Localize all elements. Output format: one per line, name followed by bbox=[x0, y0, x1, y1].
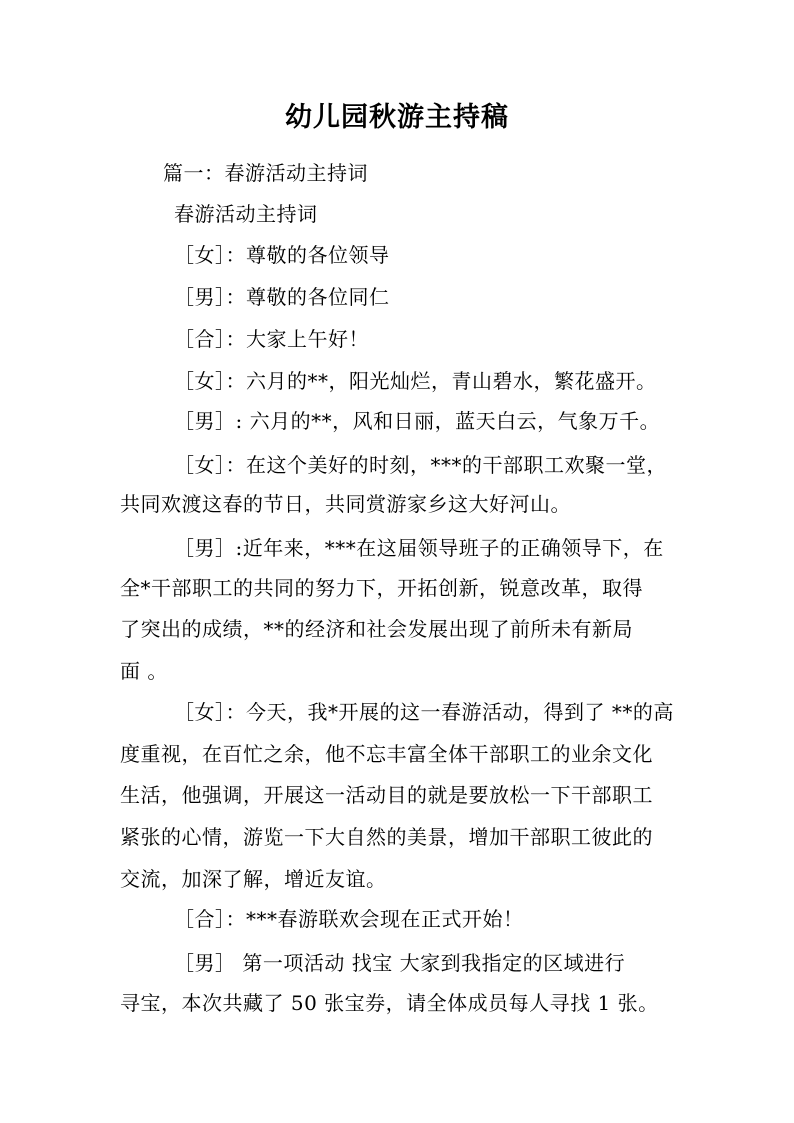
text-line: 全*干部职工的共同的努力下，开拓创新，锐意改革，取得 bbox=[120, 576, 643, 600]
text-line: 面 。 bbox=[120, 659, 168, 683]
document-title: 幼儿园秋游主持稿 bbox=[285, 102, 509, 133]
text-line: 紧张的心情，游览一下大自然的美景，增加干部职工彼此的 bbox=[120, 825, 653, 849]
text-line: 春游活动主持词 bbox=[174, 202, 318, 226]
text-line: 了突出的成绩，**的经济和社会发展出现了前所未有新局 bbox=[120, 617, 633, 641]
text-line: ［男］:近年来，***在这届领导班子的正确领导下，在 bbox=[174, 536, 664, 560]
text-line: 交流，加深了解，增近友谊。 bbox=[120, 867, 387, 891]
text-line: 生活，他强调，开展这一活动目的就是要放松一下干部职工 bbox=[120, 783, 653, 807]
text-line: ［女］：在这个美好的时刻，***的干部职工欢聚一堂， bbox=[174, 453, 667, 477]
text-line: 寻宝，本次共藏了 50 张宝券，请全体成员每人寻找 1 张。 bbox=[120, 991, 659, 1015]
text-line: ［女］：尊敬的各位领导 bbox=[174, 243, 390, 267]
text-line: ［女］：今天，我*开展的这一春游活动，得到了 **的高 bbox=[174, 700, 674, 724]
text-line: ［女］：六月的**，阳光灿烂，青山碧水，繁花盛开。 bbox=[174, 369, 657, 393]
text-line: 度重视，在百忙之余，他不忘丰富全体干部职工的业余文化 bbox=[120, 742, 653, 766]
text-line: 篇一：春游活动主持词 bbox=[163, 161, 368, 185]
text-line: ［合］：大家上午好！ bbox=[174, 327, 369, 351]
text-line: ［合］：***春游联欢会现在正式开始！ bbox=[174, 907, 524, 931]
text-line: 共同欢渡这春的节日，共同赏游家乡这大好河山。 bbox=[120, 492, 571, 516]
text-line: ［男］: 六月的**，风和日丽，蓝天白云，气象万千。 bbox=[174, 409, 661, 433]
text-line: ［男］ 第一项活动 找宝 大家到我指定的区域进行 bbox=[174, 951, 626, 975]
text-line: ［男］：尊敬的各位同仁 bbox=[174, 285, 390, 309]
